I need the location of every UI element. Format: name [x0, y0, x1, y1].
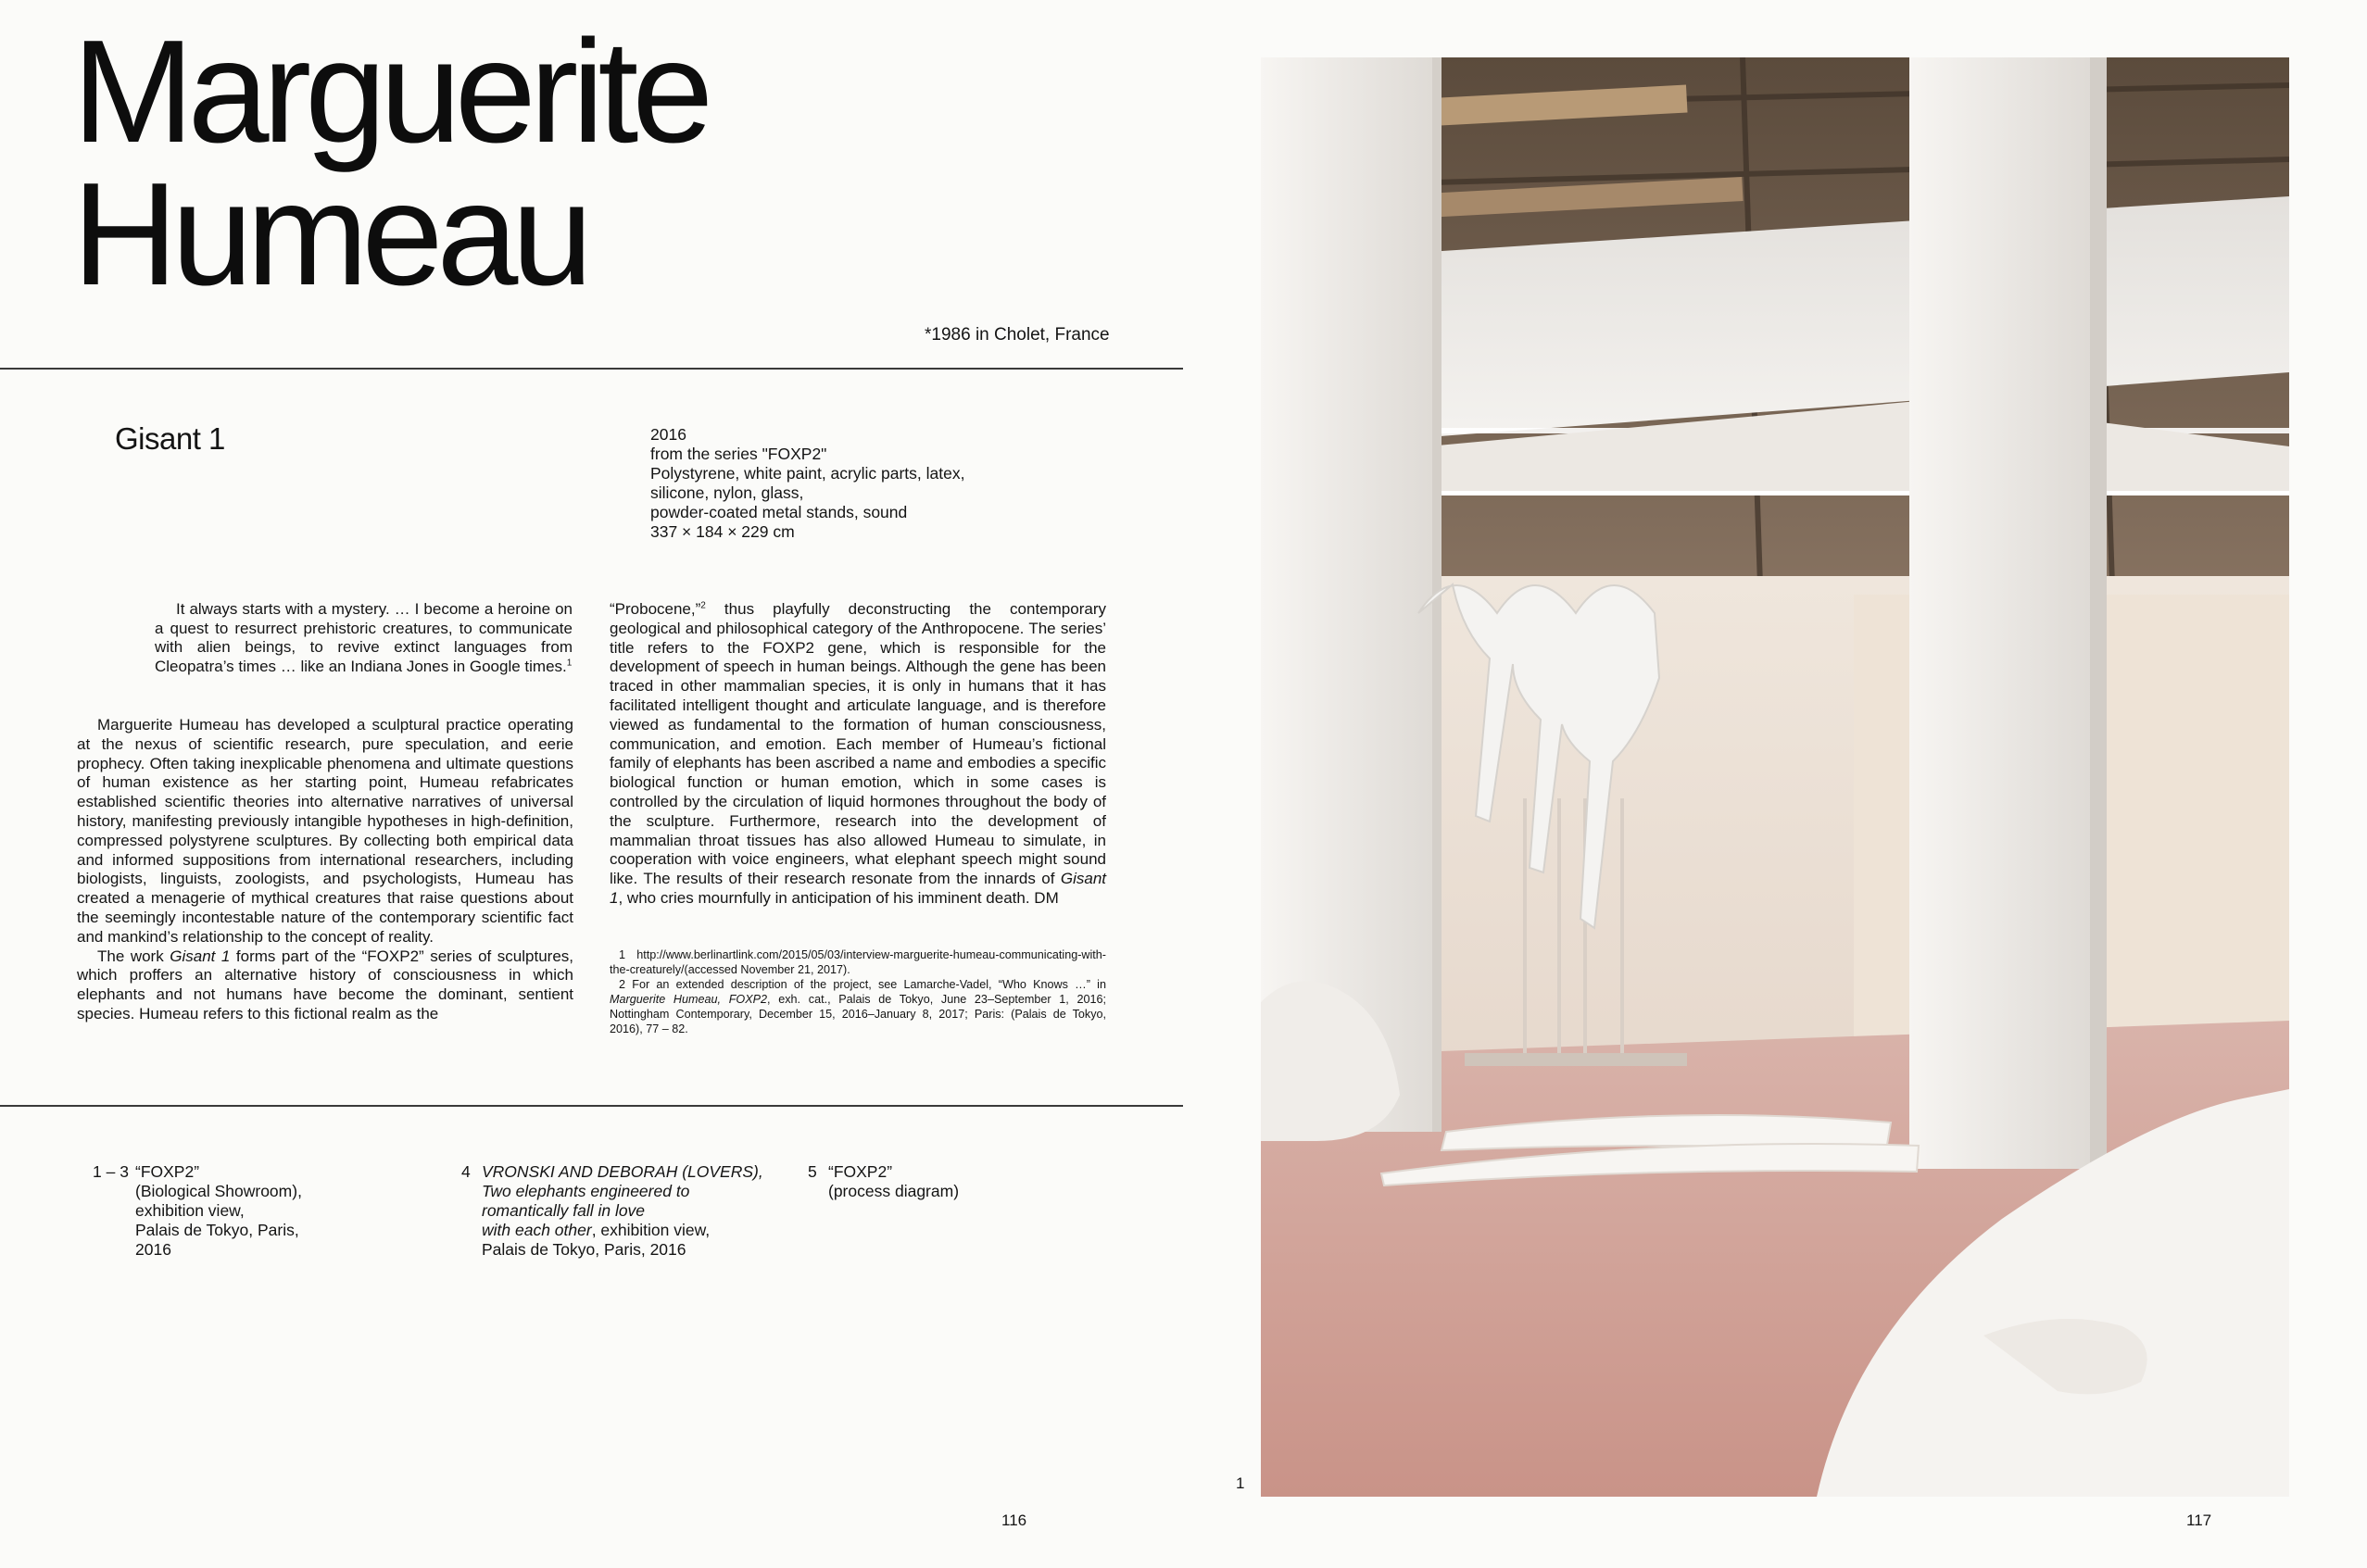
- footnote-1: 1 http://www.berlinartlink.com/2015/05/03/interview-marguerite-humeau-communicating-with-the-creaturely/(accessed November 21, 2017).: [610, 948, 1106, 976]
- exhibition-photo: [1261, 57, 2289, 1497]
- top-divider: [0, 368, 1183, 370]
- footnote-2: 2 For an extended description of the project, see Lamarche-Vadel, “Who Knows …” in Marguerite Humeau, FOXP2, exh. cat., Palais de Tokyo, June 23–September 1, 2016; Nottingham Contemporary, December 15, 2016–January 8, 2017; Paris: (Palais de Tokyo, 2016), 77 – 82.: [610, 978, 1106, 1035]
- figure-number: 1: [1236, 1474, 1245, 1492]
- artist-last-name: Humeau: [72, 153, 587, 316]
- body-paragraph-1: Marguerite Humeau has developed a sculptural practice operating at the nexus of scientific research, pure speculation, and eerie prophecy. Often taking inexplicable phenomena and ultimate questions of human existence as her starting point, Humeau refabricates established scientific theories into alternative narratives of universal history, manifesting previously intangible hypotheses in high-definition, compressed polystyrene sculptures. By collecting both empirical data and informed suppositions from international researchers, including biologists, linguists, zoologists, and psychologists, Humeau has created a menagerie of mythical creatures that raise questions about the seemingly incontestable nature of the contemporary scientific fact and mankind’s relationship to the concept of reality.: [77, 716, 573, 946]
- footnotes: [610, 947, 1106, 1036]
- work-materials-2: silicone, nylon, glass,: [650, 483, 804, 502]
- caption-1-3: 1 – 3 “FOXP2” (Biological Showroom), exhibition view, Palais de Tokyo, Paris, 2016: [93, 1162, 302, 1259]
- work-title-ref: Gisant 1: [610, 870, 1106, 907]
- work-year: 2016: [650, 425, 686, 444]
- work-materials-3: powder-coated metal stands, sound: [650, 503, 908, 521]
- birth-info: *1986 in Cholet, France: [925, 325, 1110, 345]
- epigraph-quote: [155, 600, 573, 677]
- artist-first-name: Marguerite: [72, 10, 708, 173]
- work-series: from the series "FOXP2": [650, 445, 827, 463]
- body-paragraph-2: The work Gisant 1 forms part of the “FOXP2” series of sculptures, which proffers an alternative history of consciousness in which elephants and not humans have become the dominant, sentient species. Humeau refers to this fictional realm as the: [77, 947, 573, 1022]
- work-materials-1: Polystyrene, white paint, acrylic parts, latex,: [650, 464, 965, 483]
- work-title-ref: Gisant 1: [170, 947, 231, 965]
- work-specs: [650, 425, 1114, 542]
- work-title: Gisant 1: [115, 421, 225, 456]
- footnote-ref-2: 2: [700, 600, 706, 611]
- page-number-left: 116: [1001, 1512, 1027, 1529]
- body-paragraph-3: “Probocene,”$^2$ thus playfully deconstructing the contemporary geological and philosophical category of the Anthropocene. The series’ title refers to the FOXP2 gene, which is responsible for the development of speech in human beings. Although the gene has been traced in other mammalian species, it is only in humans that it has facilitated intelligent thought and articulate language, and is therefore viewed as fundamental to the formation of human consciousness, communication, and emotion. Each member of Humeau’s fictional family of elephants has been ascribed a name and embodies a specific biological function or human emotion, which in some cases is controlled by the circulation of liquid hormones throughout the body of the sculpture. Furthermore, research into the development of mammalian throat tissues has also allowed Humeau to simulate, in cooperation with voice engineers, what elephant speech might sound like. The results of their research resonate from the innards of Gisant 1, who cries mournfully in anticipation of his imminent death. DM: [610, 600, 1106, 907]
- artist-name-heading: [72, 10, 906, 316]
- quote-text: It always starts with a mystery. … I become a heroine on a quest to resurrect prehistoric creatures, to communicate with alien beings, to revive extinct languages from Cleopatra’s times … like an Indiana Jones in Google times.: [155, 600, 573, 676]
- body-column-left: [77, 716, 573, 1024]
- quote-footnote-ref: 1: [566, 658, 573, 669]
- caption-number: 5: [808, 1162, 817, 1181]
- body-column-right: [610, 600, 1106, 909]
- caption-number: 1 – 3: [93, 1162, 129, 1181]
- work-dimensions: 337 × 184 × 229 cm: [650, 522, 795, 541]
- bottom-divider: [0, 1105, 1183, 1107]
- caption-4: 4 VRONSKI AND DEBORAH (LOVERS), Two elephants engineered to romantically fall in love with each other, exhibition view, Palais de Tokyo, Paris, 2016: [461, 1162, 763, 1259]
- caption-5: 5 “FOXP2” (process diagram): [808, 1162, 960, 1200]
- caption-number: 4: [461, 1162, 471, 1181]
- page-number-right: 117: [2186, 1512, 2212, 1529]
